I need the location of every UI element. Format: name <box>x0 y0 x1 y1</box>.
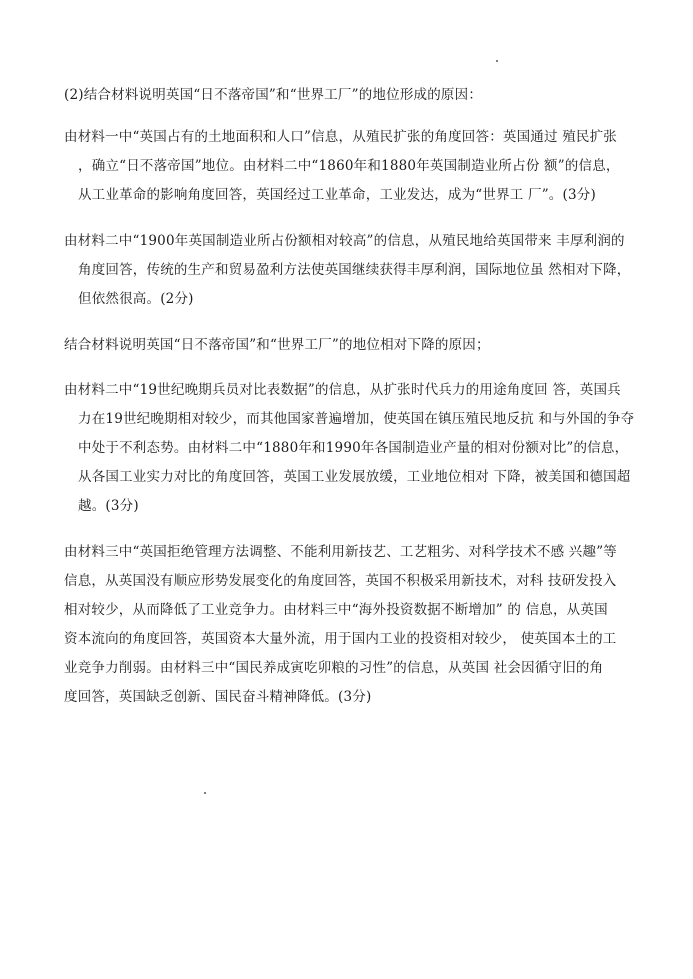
paragraph-1-line-2: ，确立“日不落帝国”地位。由材料二中“1860年和1880年英国制造业所占份 额”的信息， <box>78 158 620 174</box>
question-heading-decline: 结合材料说明英国“日不落帝国”和“世界工厂”的地位相对下降的原因； <box>64 337 490 353</box>
scan-speck <box>496 60 498 62</box>
paragraph-1-line-3: 从工业革命的影响角度回答，英国经过工业革命，工业发达，成为“世界工 厂”。(3分) <box>78 187 596 203</box>
paragraph-4-line-3: 相对较少，从而降低了工业竞争力。由材料三中“海外投资数据不断增加” 的 信息，从英国 <box>64 602 608 618</box>
paragraph-4-line-4: 资本流向的角度回答，英国资本大量外流，用于国内工业的投资相对较少， 使英国本土的工 <box>64 631 617 647</box>
paragraph-3-line-2: 力在19世纪晚期相对较少，而其他国家普遍增加，使英国在镇压殖民地反抗 和与外国的争夺 <box>78 411 635 427</box>
paragraph-3-line-1: 由材料二中“19世纪晚期兵员对比表数据”的信息，从扩张时代兵力的用途角度回 答，英国兵 <box>64 382 621 398</box>
paragraph-3-line-5: 越。(3分) <box>78 498 139 514</box>
paragraph-2-line-1: 由材料二中“1900年英国制造业所占份额相对较高”的信息，从殖民地给英国带来 丰厚利润的 <box>64 233 625 249</box>
paragraph-4-line-5: 业竞争力削弱。由材料三中“国民养成寅吃卯粮的习性”的信息，从英国 社会因循守旧的角 <box>64 660 604 676</box>
scan-speck <box>204 792 206 794</box>
paragraph-2-line-2: 角度回答，传统的生产和贸易盈利方法使英国继续获得丰厚利润，国际地位虽 然相对下降， <box>78 262 631 278</box>
question-heading-formation: (2)结合材料说明英国“日不落帝国”和“世界工厂”的地位形成的原因： <box>64 87 483 103</box>
paragraph-3-line-4: 从各国工业实力对比的角度回答，英国工业发展放缓，工业地位相对 下降，被美国和德国超 <box>78 469 631 485</box>
paragraph-1-line-1: 由材料一中“英国占有的土地面积和人口”信息，从殖民扩张的角度回答：英国通过 殖民扩张 <box>64 129 617 145</box>
paragraph-4-line-1: 由材料三中“英国拒绝管理方法调整、不能利用新技艺、工艺粗劣、对科学技术不感 兴趣”等 <box>64 544 617 560</box>
paragraph-3-line-3: 中处于不利态势。由材料二中“1880年和1990年各国制造业产量的相对份额对比”的信息， <box>78 440 629 456</box>
paragraph-4-line-6: 度回答，英国缺乏创新、国民奋斗精神降低。(3分) <box>64 689 372 705</box>
paragraph-2-line-3: 但依然很高。(2分) <box>78 291 194 307</box>
paragraph-4-line-2: 信息，从英国没有顺应形势发展变化的角度回答，英国不积极采用新技术，对科 技研发投入 <box>64 573 617 589</box>
